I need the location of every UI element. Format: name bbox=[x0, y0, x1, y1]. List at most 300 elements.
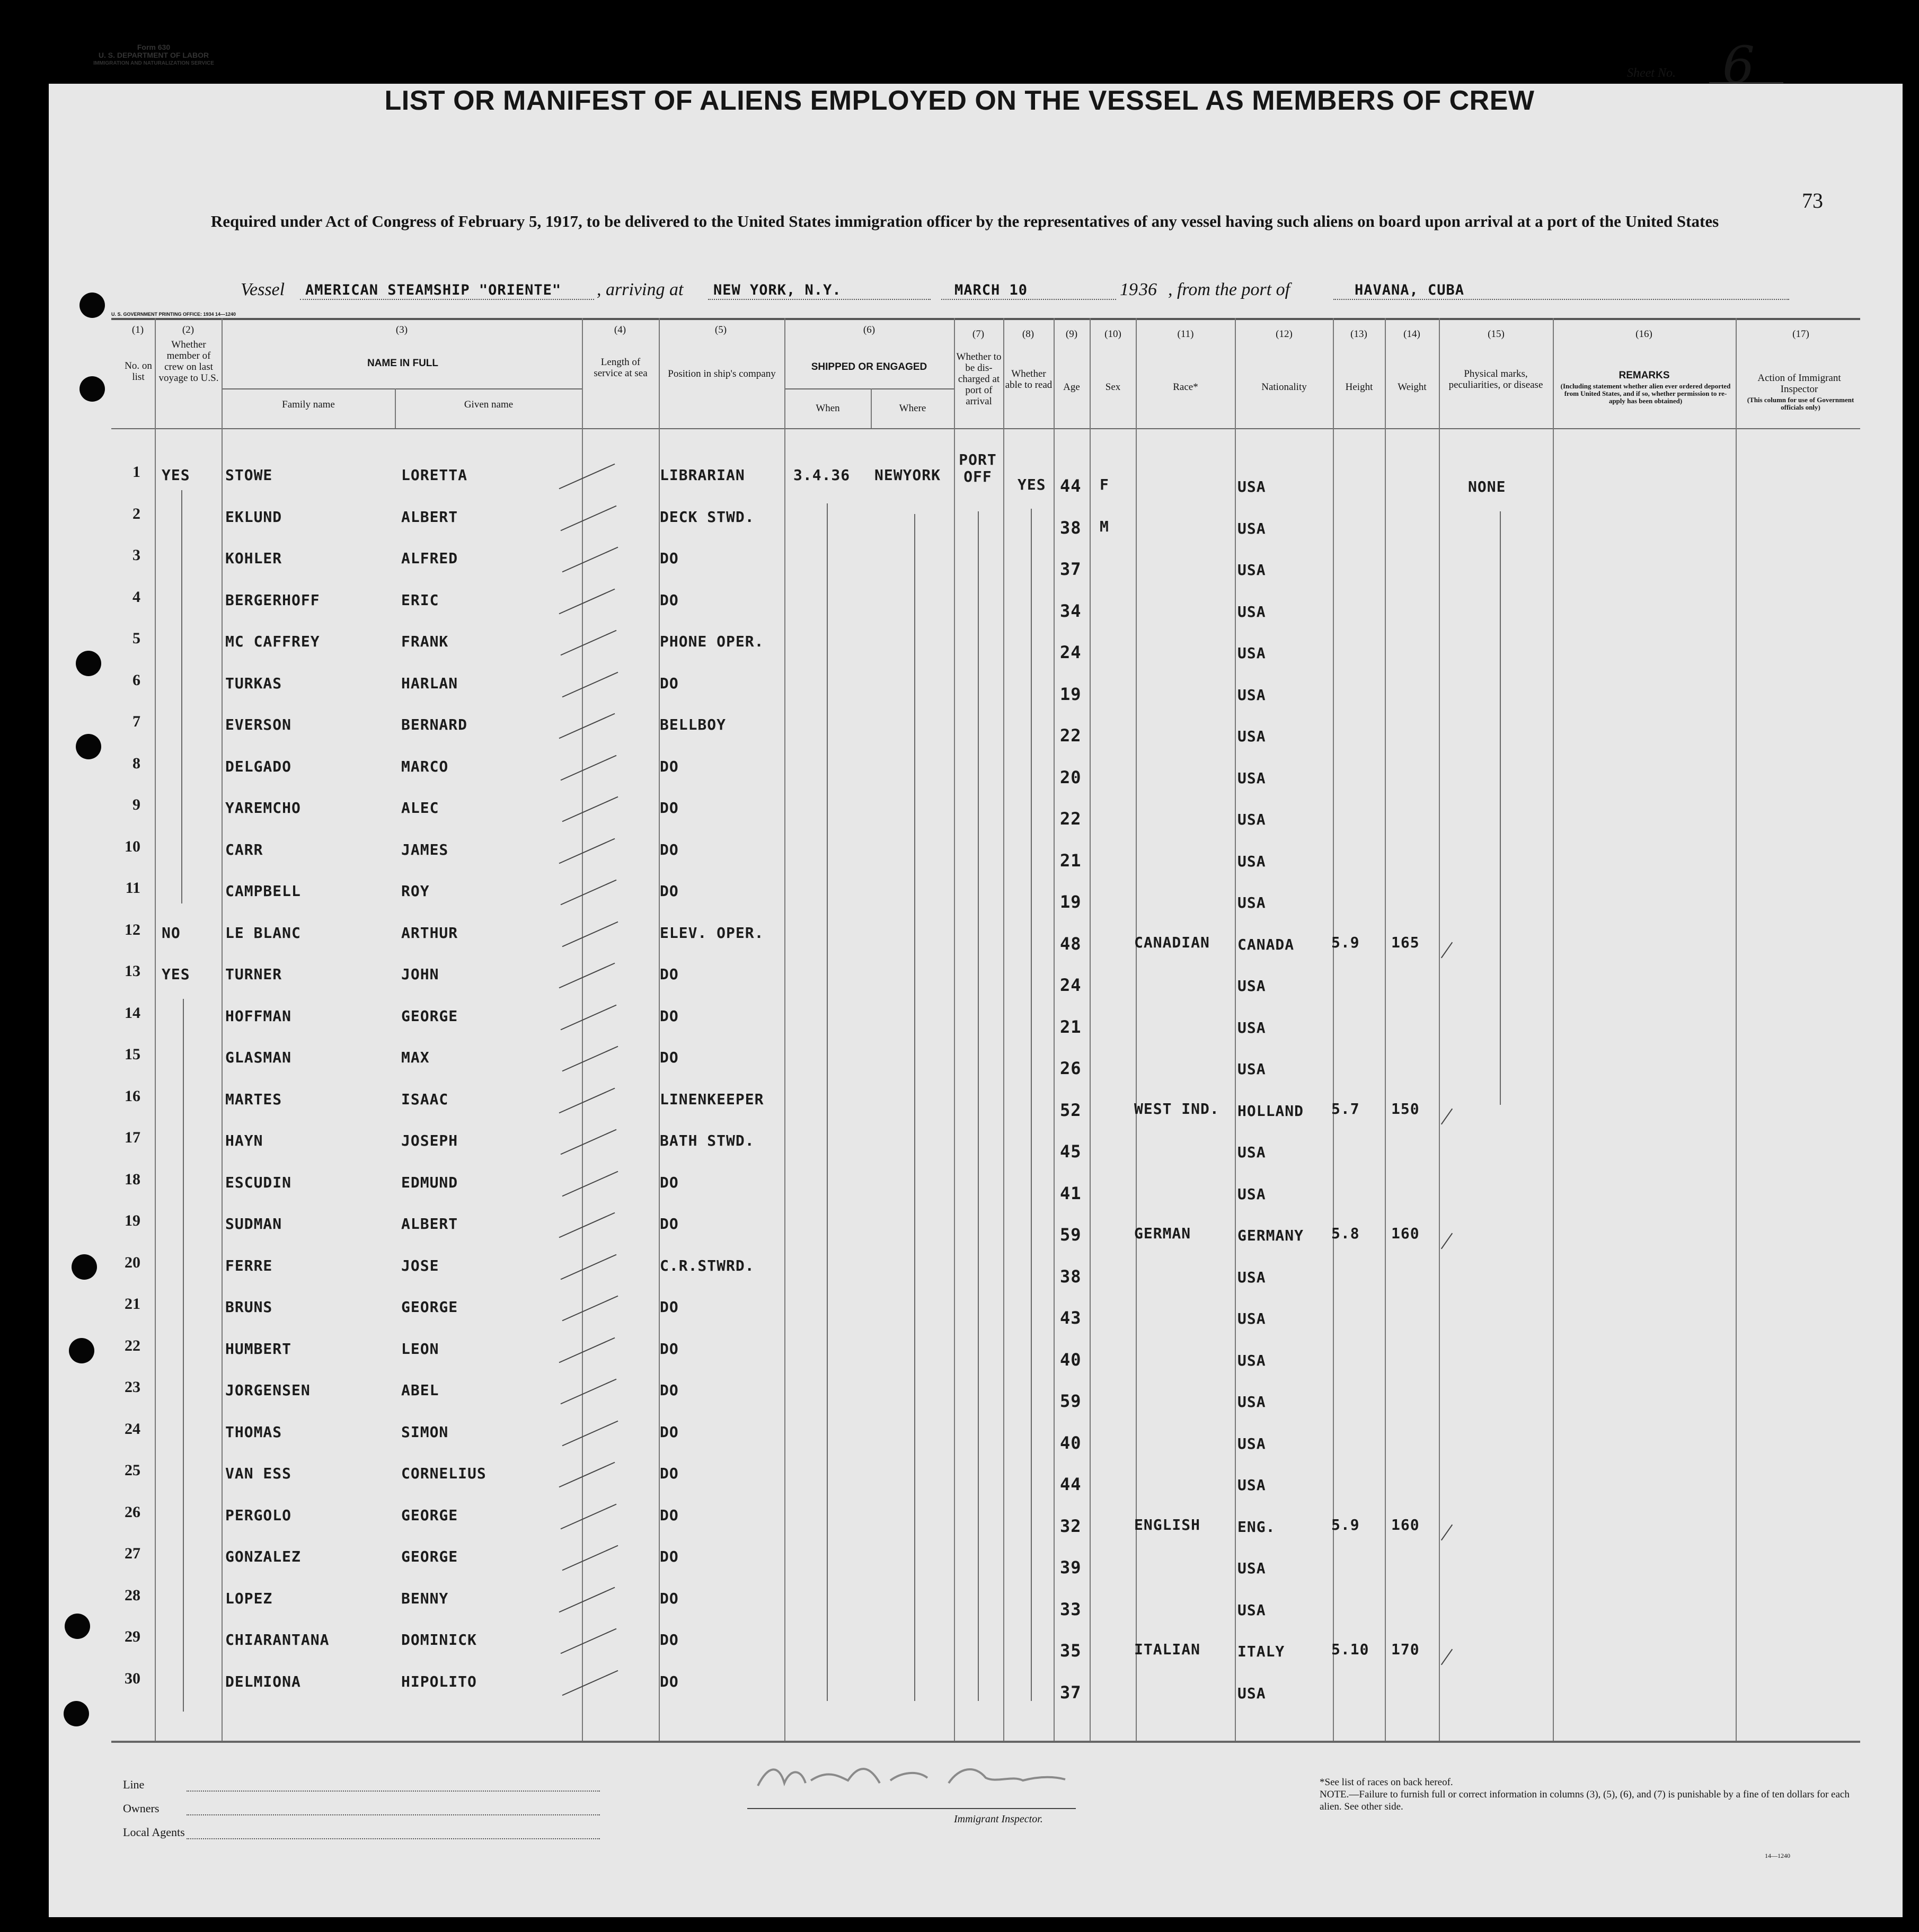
row-number: 17 bbox=[125, 1129, 140, 1146]
race: ITALIAN bbox=[1134, 1641, 1201, 1658]
family-name: JORGENSEN bbox=[225, 1381, 311, 1399]
col-number: (12) bbox=[1276, 329, 1293, 340]
service-check-mark bbox=[558, 1128, 614, 1157]
row-number: 11 bbox=[125, 879, 140, 897]
service-check-mark bbox=[560, 670, 615, 699]
age: 22 bbox=[1060, 725, 1082, 746]
table-bottom-rule bbox=[111, 1741, 1860, 1743]
position: DO bbox=[660, 1548, 679, 1565]
given-name: JOSE bbox=[401, 1256, 439, 1274]
nationality: USA bbox=[1237, 1393, 1266, 1411]
nationality: USA bbox=[1237, 1559, 1266, 1577]
position: BELLBOY bbox=[660, 716, 727, 733]
weight: 150 bbox=[1391, 1100, 1420, 1118]
age: 44 bbox=[1060, 1474, 1082, 1494]
col-number: (15) bbox=[1488, 329, 1505, 340]
manifest-row bbox=[0, 1669, 1919, 1715]
row-number: 14 bbox=[125, 1004, 140, 1022]
family-name: HOFFMAN bbox=[225, 1007, 292, 1025]
given-name: BENNY bbox=[401, 1589, 449, 1607]
col-number: (9) bbox=[1065, 329, 1078, 340]
header-remarks: REMARKS bbox=[1619, 370, 1670, 381]
col-number: (2) bbox=[182, 324, 194, 335]
age: 21 bbox=[1060, 850, 1082, 871]
col-number: (3) bbox=[395, 324, 408, 335]
nationality: USA bbox=[1237, 1601, 1266, 1619]
position: DO bbox=[660, 591, 679, 609]
form-number: Form 630 bbox=[137, 43, 171, 51]
service-check-mark bbox=[558, 1502, 614, 1531]
col-number: (8) bbox=[1022, 329, 1034, 340]
manifest-row bbox=[0, 1420, 1919, 1466]
footer-notes bbox=[1320, 1776, 1860, 1813]
age: 19 bbox=[1060, 684, 1082, 704]
service-check-mark bbox=[558, 754, 614, 783]
row-number: 4 bbox=[132, 588, 140, 606]
family-name: PERGOLO bbox=[225, 1506, 292, 1524]
age: 52 bbox=[1060, 1100, 1082, 1120]
service-check-mark bbox=[560, 795, 615, 824]
vessel-underline bbox=[300, 299, 594, 300]
header-sex: Sex bbox=[1105, 382, 1121, 393]
service-check-mark bbox=[558, 628, 614, 658]
family-name: HUMBERT bbox=[225, 1340, 292, 1358]
row-number: 5 bbox=[132, 630, 140, 647]
age: 43 bbox=[1060, 1308, 1082, 1328]
given-name: BERNARD bbox=[401, 716, 468, 733]
inspector-label: Immigrant Inspector. bbox=[954, 1813, 1043, 1825]
year-prefix: 19 bbox=[1120, 280, 1138, 299]
manifest-row bbox=[0, 837, 1919, 883]
position: DO bbox=[660, 674, 679, 692]
col-number: (11) bbox=[1177, 329, 1194, 340]
vessel-label: Vessel bbox=[241, 280, 285, 299]
able-to-read: YES bbox=[1018, 476, 1046, 493]
service-check-mark bbox=[560, 920, 615, 949]
nationality: ITALY bbox=[1237, 1643, 1285, 1660]
sheet-number-underline bbox=[1709, 82, 1783, 83]
service-check-mark bbox=[556, 1336, 612, 1365]
given-name: DOMINICK bbox=[401, 1631, 477, 1649]
family-name: MC CAFFREY bbox=[225, 633, 320, 650]
nationality: USA bbox=[1237, 1185, 1266, 1203]
family-name: HAYN bbox=[225, 1132, 263, 1149]
manifest-row bbox=[0, 1212, 1919, 1257]
discharged: PORT OFF bbox=[959, 451, 997, 485]
row-number: 7 bbox=[132, 713, 140, 730]
printing-office-note: U. S. GOVERNMENT PRINTING OFFICE: 1934 14—1240 bbox=[111, 312, 236, 317]
given-name: ERIC bbox=[401, 591, 439, 609]
department-name: U. S. DEPARTMENT OF LABOR bbox=[98, 51, 209, 59]
position: DO bbox=[660, 1465, 679, 1482]
height: 5.7 bbox=[1331, 1100, 1360, 1118]
footer-owners-underline bbox=[187, 1814, 600, 1815]
manifest-row bbox=[0, 1170, 1919, 1216]
header-name-in-full: NAME IN FULL bbox=[367, 358, 439, 369]
header-shipped-engaged: SHIPPED OR ENGAGED bbox=[811, 361, 927, 373]
age: 21 bbox=[1060, 1016, 1082, 1037]
header-given-name: Given name bbox=[464, 399, 514, 410]
family-name: DELGADO bbox=[225, 757, 292, 775]
races-note: *See list of races on back hereof. bbox=[1320, 1777, 1453, 1788]
header-age: Age bbox=[1063, 382, 1080, 393]
service-check-mark bbox=[560, 1294, 615, 1323]
weight: 160 bbox=[1391, 1225, 1420, 1242]
service-check-mark bbox=[560, 1544, 615, 1573]
position: DO bbox=[660, 1340, 679, 1358]
footer-owners-label: Owners bbox=[123, 1802, 160, 1815]
service-check-mark bbox=[560, 1044, 615, 1074]
family-name: FERRE bbox=[225, 1256, 273, 1274]
row-number: 20 bbox=[125, 1253, 140, 1271]
row-number: 6 bbox=[132, 671, 140, 689]
shipped-subheader-rule bbox=[784, 388, 954, 389]
header-length-service: Length of service at sea bbox=[594, 357, 648, 379]
row-number: 12 bbox=[125, 920, 140, 938]
sheet-number: 6 bbox=[1722, 36, 1755, 95]
header-able-to-read: Whether able to read bbox=[1005, 368, 1053, 391]
manifest-row bbox=[0, 546, 1919, 592]
manifest-row bbox=[0, 754, 1919, 800]
position: LIBRARIAN bbox=[660, 466, 745, 484]
header-position: Position in ship's company bbox=[668, 368, 776, 379]
given-name: ALBERT bbox=[401, 508, 458, 526]
nationality: USA bbox=[1237, 1476, 1266, 1494]
header-member-last-voyage: Whether member of crew on last voyage to U.S. bbox=[158, 339, 219, 384]
age: 19 bbox=[1060, 892, 1082, 912]
position: DO bbox=[660, 1049, 679, 1066]
col-number: (14) bbox=[1403, 329, 1420, 340]
header-physical-marks: Physical marks, peculiarities, or disease bbox=[1448, 368, 1543, 391]
nationality: USA bbox=[1237, 811, 1266, 828]
row-number: 24 bbox=[125, 1420, 140, 1438]
col-number: (6) bbox=[863, 324, 876, 335]
nationality: USA bbox=[1237, 894, 1266, 911]
from-port: HAVANA, CUBA bbox=[1355, 282, 1465, 298]
form-identifier bbox=[69, 43, 238, 67]
family-name: LE BLANC bbox=[225, 924, 301, 942]
nationality: USA bbox=[1237, 728, 1266, 745]
service-check-mark bbox=[556, 712, 612, 741]
row-number: 19 bbox=[125, 1212, 140, 1229]
given-name: ALBERT bbox=[401, 1215, 458, 1233]
family-name: KOHLER bbox=[225, 550, 282, 567]
race: WEST IND. bbox=[1134, 1100, 1219, 1118]
nationality: USA bbox=[1237, 852, 1266, 870]
given-name: GEORGE bbox=[401, 1007, 458, 1025]
height: 5.9 bbox=[1331, 933, 1360, 951]
punch-hole bbox=[79, 293, 105, 318]
given-name: FRANK bbox=[401, 633, 449, 650]
sheet-number-label: Sheet No. bbox=[1627, 66, 1676, 80]
position: C.R.STWRD. bbox=[660, 1256, 755, 1274]
given-name: ALFRED bbox=[401, 550, 458, 567]
row-number: 25 bbox=[125, 1461, 140, 1479]
nationality: ENG. bbox=[1237, 1518, 1276, 1536]
footer-agents-label: Local Agents bbox=[123, 1825, 185, 1839]
family-name: YAREMCHO bbox=[225, 799, 301, 817]
position: DO bbox=[660, 550, 679, 567]
manifest-row bbox=[0, 588, 1919, 634]
service-check-mark bbox=[558, 1003, 614, 1032]
position: ELEV. OPER. bbox=[660, 924, 764, 942]
manifest-row bbox=[0, 1295, 1919, 1341]
age: 48 bbox=[1060, 933, 1082, 954]
manifest-row bbox=[0, 1253, 1919, 1299]
row-number: 28 bbox=[125, 1586, 140, 1604]
service-check-mark bbox=[556, 1460, 612, 1490]
nationality: USA bbox=[1237, 1310, 1266, 1327]
service-check-mark bbox=[560, 1169, 615, 1199]
arriving-underline bbox=[708, 299, 931, 300]
service-check-mark bbox=[558, 1377, 614, 1406]
position: DO bbox=[660, 1423, 679, 1441]
row-number: 23 bbox=[125, 1378, 140, 1396]
row-number: 10 bbox=[125, 837, 140, 855]
position: DO bbox=[660, 965, 679, 983]
manifest-row bbox=[0, 1004, 1919, 1050]
header-weight: Weight bbox=[1398, 382, 1427, 393]
position: DO bbox=[660, 1589, 679, 1607]
service-check-mark bbox=[560, 1669, 615, 1698]
manifest-row bbox=[0, 1045, 1919, 1091]
family-name: CHIARANTANA bbox=[225, 1631, 330, 1649]
nationality: USA bbox=[1237, 1684, 1266, 1702]
row-number: 15 bbox=[125, 1045, 140, 1063]
header-action-inspector: Action of Immigrant Inspector bbox=[1757, 373, 1841, 395]
service-check-mark bbox=[556, 1585, 612, 1615]
nationality: USA bbox=[1237, 519, 1266, 537]
age: 44 bbox=[1060, 476, 1082, 496]
manifest-row bbox=[0, 1378, 1919, 1424]
family-name: GONZALEZ bbox=[225, 1548, 301, 1565]
service-check-mark bbox=[560, 1419, 615, 1448]
inspector-signature bbox=[747, 1754, 1076, 1796]
position: DO bbox=[660, 1007, 679, 1025]
position: DO bbox=[660, 1631, 679, 1649]
row-number: 18 bbox=[125, 1170, 140, 1188]
weight: 160 bbox=[1391, 1516, 1420, 1534]
header-where: Where bbox=[899, 403, 926, 414]
footer-line-label: Line bbox=[123, 1778, 145, 1791]
manifest-row bbox=[0, 504, 1919, 551]
nationality: USA bbox=[1237, 1434, 1266, 1452]
col-number: (10) bbox=[1104, 329, 1121, 340]
arriving-port: NEW YORK, N.Y. bbox=[713, 282, 842, 298]
manifest-row bbox=[0, 671, 1919, 717]
given-name: JOSEPH bbox=[401, 1132, 458, 1149]
family-name: EVERSON bbox=[225, 716, 292, 733]
manifest-row bbox=[0, 451, 1919, 509]
sheet-number-field bbox=[1627, 36, 1755, 95]
given-name: JAMES bbox=[401, 840, 449, 858]
position: DO bbox=[660, 799, 679, 817]
given-name: MAX bbox=[401, 1049, 430, 1066]
race: ENGLISH bbox=[1134, 1516, 1201, 1534]
given-name: ALEC bbox=[401, 799, 439, 817]
service-check-mark bbox=[556, 1211, 612, 1240]
family-name: ESCUDIN bbox=[225, 1173, 292, 1191]
row-number: 2 bbox=[132, 504, 140, 522]
footer-line-underline bbox=[187, 1791, 600, 1792]
manifest-row bbox=[0, 1586, 1919, 1632]
row-number: 1 bbox=[132, 463, 140, 481]
service-name: IMMIGRATION AND NATURALIZATION SERVICE bbox=[93, 60, 214, 66]
service-check-mark bbox=[558, 1627, 614, 1656]
age: 37 bbox=[1060, 559, 1082, 579]
position: LINENKEEPER bbox=[660, 1090, 764, 1108]
punch-hole bbox=[79, 376, 105, 402]
manifest-row bbox=[0, 713, 1919, 758]
age: 40 bbox=[1060, 1432, 1082, 1453]
member-last-voyage: NO bbox=[162, 924, 181, 942]
service-check-mark bbox=[558, 504, 614, 533]
height: 5.9 bbox=[1331, 1516, 1360, 1534]
nationality: USA bbox=[1237, 977, 1266, 995]
given-name: GEORGE bbox=[401, 1298, 458, 1316]
position: DO bbox=[660, 757, 679, 775]
age: 38 bbox=[1060, 517, 1082, 538]
service-check-mark bbox=[556, 587, 612, 616]
sex: F bbox=[1100, 476, 1109, 493]
header-discharged: Whether to be dis-charged at port of arrival bbox=[956, 351, 1002, 407]
header-remarks-note: (Including statement whether alien ever ordered deported from United States, and if so, whether permission to re-apply has been obtained) bbox=[1560, 382, 1731, 405]
member-last-voyage: YES bbox=[162, 965, 190, 983]
footer-owners-field bbox=[123, 1802, 159, 1815]
nationality: GERMANY bbox=[1237, 1227, 1304, 1244]
manifest-row bbox=[0, 1545, 1919, 1590]
penalty-note: NOTE.—Failure to furnish full or correct information in columns (3), (5), (6), and (7) is punishable by a fine of ten dollars for each alien. See other side. bbox=[1320, 1789, 1850, 1812]
age: 32 bbox=[1060, 1516, 1082, 1536]
family-name: EKLUND bbox=[225, 508, 282, 526]
manifest-row bbox=[0, 1461, 1919, 1507]
family-name: GLASMAN bbox=[225, 1049, 292, 1066]
race: CANADIAN bbox=[1134, 933, 1210, 951]
age: 26 bbox=[1060, 1058, 1082, 1078]
family-name: TURNER bbox=[225, 965, 282, 983]
age: 40 bbox=[1060, 1349, 1082, 1370]
family-name: BRUNS bbox=[225, 1298, 273, 1316]
manifest-row bbox=[0, 1503, 1919, 1549]
manifest-row bbox=[0, 1628, 1919, 1673]
age: 41 bbox=[1060, 1183, 1082, 1203]
position: DO bbox=[660, 1672, 679, 1690]
manifest-row bbox=[0, 1087, 1919, 1133]
year-suffix: 36 bbox=[1139, 280, 1157, 299]
manifest-row bbox=[0, 630, 1919, 675]
manifest-row bbox=[0, 962, 1919, 1008]
row-number: 26 bbox=[125, 1503, 140, 1521]
given-name: LEON bbox=[401, 1340, 439, 1358]
position: BATH STWD. bbox=[660, 1132, 755, 1149]
footer-agents-underline bbox=[187, 1838, 600, 1839]
given-name: ROY bbox=[401, 882, 430, 900]
family-name: VAN ESS bbox=[225, 1465, 292, 1482]
page-title: LIST OR MANIFEST OF ALIENS EMPLOYED ON THE VESSEL AS MEMBERS OF CREW bbox=[384, 85, 1535, 116]
date-underline bbox=[941, 299, 1116, 300]
header-action-note: (This column for use of Government officials only) bbox=[1747, 396, 1854, 411]
manifest-row bbox=[0, 1129, 1919, 1174]
position: PHONE OPER. bbox=[660, 633, 764, 650]
position: DO bbox=[660, 1215, 679, 1233]
nationality: USA bbox=[1237, 1144, 1266, 1161]
nationality: USA bbox=[1237, 1060, 1266, 1078]
given-name: LORETTA bbox=[401, 466, 468, 484]
footer-agents-field bbox=[123, 1825, 185, 1839]
position: DO bbox=[660, 1173, 679, 1191]
vessel-line bbox=[189, 280, 1710, 301]
given-name: MARCO bbox=[401, 757, 449, 775]
shipped-where: NEWYORK bbox=[874, 466, 941, 484]
age: 24 bbox=[1060, 642, 1082, 662]
position: DO bbox=[660, 882, 679, 900]
family-name: LOPEZ bbox=[225, 1589, 273, 1607]
sex: M bbox=[1100, 517, 1109, 535]
arriving-label: , arriving at bbox=[597, 280, 684, 299]
given-name: HIPOLITO bbox=[401, 1672, 477, 1690]
row-number: 9 bbox=[132, 796, 140, 813]
family-name: DELMIONA bbox=[225, 1672, 301, 1690]
manifest-row bbox=[0, 920, 1919, 967]
age: 33 bbox=[1060, 1599, 1082, 1619]
family-name: MARTES bbox=[225, 1090, 282, 1108]
col-number: (16) bbox=[1635, 329, 1652, 340]
given-name: ARTHUR bbox=[401, 924, 458, 942]
row-number: 22 bbox=[125, 1336, 140, 1354]
family-name: STOWE bbox=[225, 466, 273, 484]
col-number: (5) bbox=[714, 324, 727, 335]
header-height: Height bbox=[1345, 382, 1373, 393]
header-family-name: Family name bbox=[282, 399, 335, 410]
age: 45 bbox=[1060, 1141, 1082, 1162]
family-name: CAMPBELL bbox=[225, 882, 301, 900]
vessel-name: AMERICAN STEAMSHIP "ORIENTE" bbox=[305, 282, 562, 298]
service-check-mark bbox=[556, 961, 612, 990]
physical-marks: NONE bbox=[1468, 478, 1506, 495]
nationality: HOLLAND bbox=[1237, 1102, 1304, 1120]
manifest-row bbox=[0, 1336, 1919, 1382]
service-check-mark bbox=[556, 462, 612, 491]
age: 39 bbox=[1060, 1557, 1082, 1577]
row-number: 13 bbox=[125, 962, 140, 980]
nationality: USA bbox=[1237, 561, 1266, 579]
col-number: (13) bbox=[1350, 329, 1367, 340]
age: 59 bbox=[1060, 1391, 1082, 1411]
given-name: JOHN bbox=[401, 965, 439, 983]
family-name: BERGERHOFF bbox=[225, 591, 320, 609]
given-name: HARLAN bbox=[401, 674, 458, 692]
header-nationality: Nationality bbox=[1261, 382, 1307, 393]
manifest-row bbox=[0, 796, 1919, 841]
from-port-label: , from the port of bbox=[1168, 280, 1290, 299]
row-number: 30 bbox=[125, 1669, 140, 1687]
col-number: (1) bbox=[131, 324, 144, 335]
col-number: (7) bbox=[972, 329, 985, 340]
given-name: ISAAC bbox=[401, 1090, 449, 1108]
position: DO bbox=[660, 1506, 679, 1524]
nationality: USA bbox=[1237, 1018, 1266, 1036]
shipped-when: 3.4.36 bbox=[793, 466, 851, 484]
height: 5.10 bbox=[1331, 1641, 1369, 1658]
position: DECK STWD. bbox=[660, 508, 755, 526]
race: GERMAN bbox=[1134, 1225, 1191, 1242]
family-name: TURKAS bbox=[225, 674, 282, 692]
position: DO bbox=[660, 1381, 679, 1399]
family-name: THOMAS bbox=[225, 1423, 282, 1441]
nationality: CANADA bbox=[1237, 935, 1295, 953]
service-check-mark bbox=[560, 545, 615, 574]
manifest-row bbox=[0, 879, 1919, 925]
